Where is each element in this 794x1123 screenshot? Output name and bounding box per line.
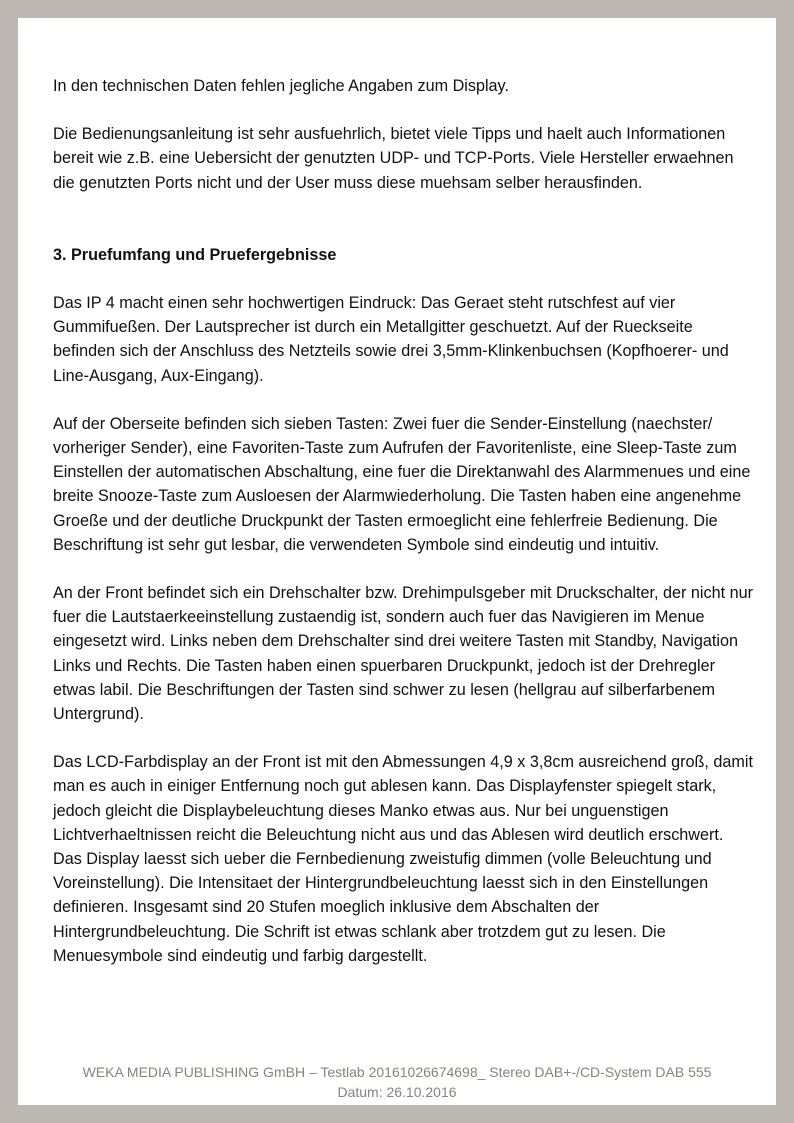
- paragraph-manual: Die Bedienungsanleitung ist sehr ausfuehrlich, bietet viele Tipps und haelt auch Informationen bereit wie z.B. eine Uebersicht der genutzten UDP- und TCP-Ports. Viele Hersteller erwaehnen die genutzten Ports nicht und der User muss diese muehsam selber herausfinden.: [53, 125, 734, 192]
- section-heading: 3. Pruefumfang und Pruefergebnisse: [53, 245, 337, 264]
- document-page: [18, 18, 776, 1105]
- paragraph-display: Das LCD-Farbdisplay an der Front ist mit den Abmessungen 4,9 x 3,8cm ausreichend groß, damit man es auch in einiger Entfernung noch gut ablesen kann. Das Displayfenster spiegelt stark, jedoch gleicht die Displaybeleuchtung dieses Manko etwas aus. Nur bei unguenstigen Lichtverhaeltnissen reicht die Beleuchtung nicht aus und das Ablesen wird deutlich erschwert. Das Display laesst sich ueber die Fernbedienung zweistufig dimmen (volle Beleuchtung und Voreinstellung). Die Intensitaet der Hintergrundbeleuchtung laesst sich in den Einstellungen definieren. Insgesamt sind 20 Stufen moeglich inklusive dem Abschalten der Hintergrundbeleuchtung. Die Schrift ist etwas schlank aber trotzdem gut zu lesen. Die Menuesymbole sind eindeutig und farbig dargestellt.: [53, 753, 753, 965]
- document-body: [53, 74, 753, 992]
- footer-date: Datum: 26.10.2016: [337, 1084, 457, 1100]
- paragraph-top-buttons: Auf der Oberseite befinden sich sieben Tasten: Zwei fuer die Sender-Einstellung (naechster/ vorheriger Sender), eine Favoriten-Taste zum Aufrufen der Favoritenliste, eine Sleep-Taste zum Einstellen der automatischen Abschaltung, eine fuer die Direktanwahl des Alarmmenues und eine breite Snooze-Taste zum Ausloesen der Alarmwiederholung. Die Tasten haben eine angenehme Groeße und der deutliche Druckpunkt der Tasten ermoeglicht eine fehlerfreie Bedienung. Die Beschriftung ist sehr gut lesbar, die verwendeten Symbole sind eindeutig und intuitiv.: [53, 414, 751, 554]
- paragraph-front-controls: An der Front befindet sich ein Drehschalter bzw. Drehimpulsgeber mit Druckschalter, der nicht nur fuer die Lautstaerkeeinstellung zustaendig ist, sondern auch fuer das Navigieren im Menue eingesetzt wird. Links neben dem Drehschalter sind drei weitere Tasten mit Standby, Navigation Links und Rechts. Die Tasten haben einen spuerbaren Druckpunkt, jedoch ist der Drehregler etwas labil. Die Beschriftungen der Tasten sind schwer zu lesen (hellgrau auf silberfarbenem Untergrund).: [53, 584, 753, 724]
- paragraph-build-quality: Das IP 4 macht einen sehr hochwertigen Eindruck: Das Geraet steht rutschfest auf vier Gummifueßen. Der Lautsprecher ist durch ein Metallgitter geschuetzt. Auf der Rueckseite befinden sich der Anschluss des Netzteils sowie drei 3,5mm-Klinkenbuchsen (Kopfhoerer- und Line-Ausgang, Aux-Eingang).: [53, 294, 729, 385]
- paragraph-display-specs: In den technischen Daten fehlen jegliche Angaben zum Display.: [53, 77, 509, 95]
- footer-publisher: WEKA MEDIA PUBLISHING GmBH – Testlab 20161026674698_ Stereo DAB+-/CD-System DAB 555: [82, 1064, 712, 1080]
- page-footer: [18, 1062, 776, 1102]
